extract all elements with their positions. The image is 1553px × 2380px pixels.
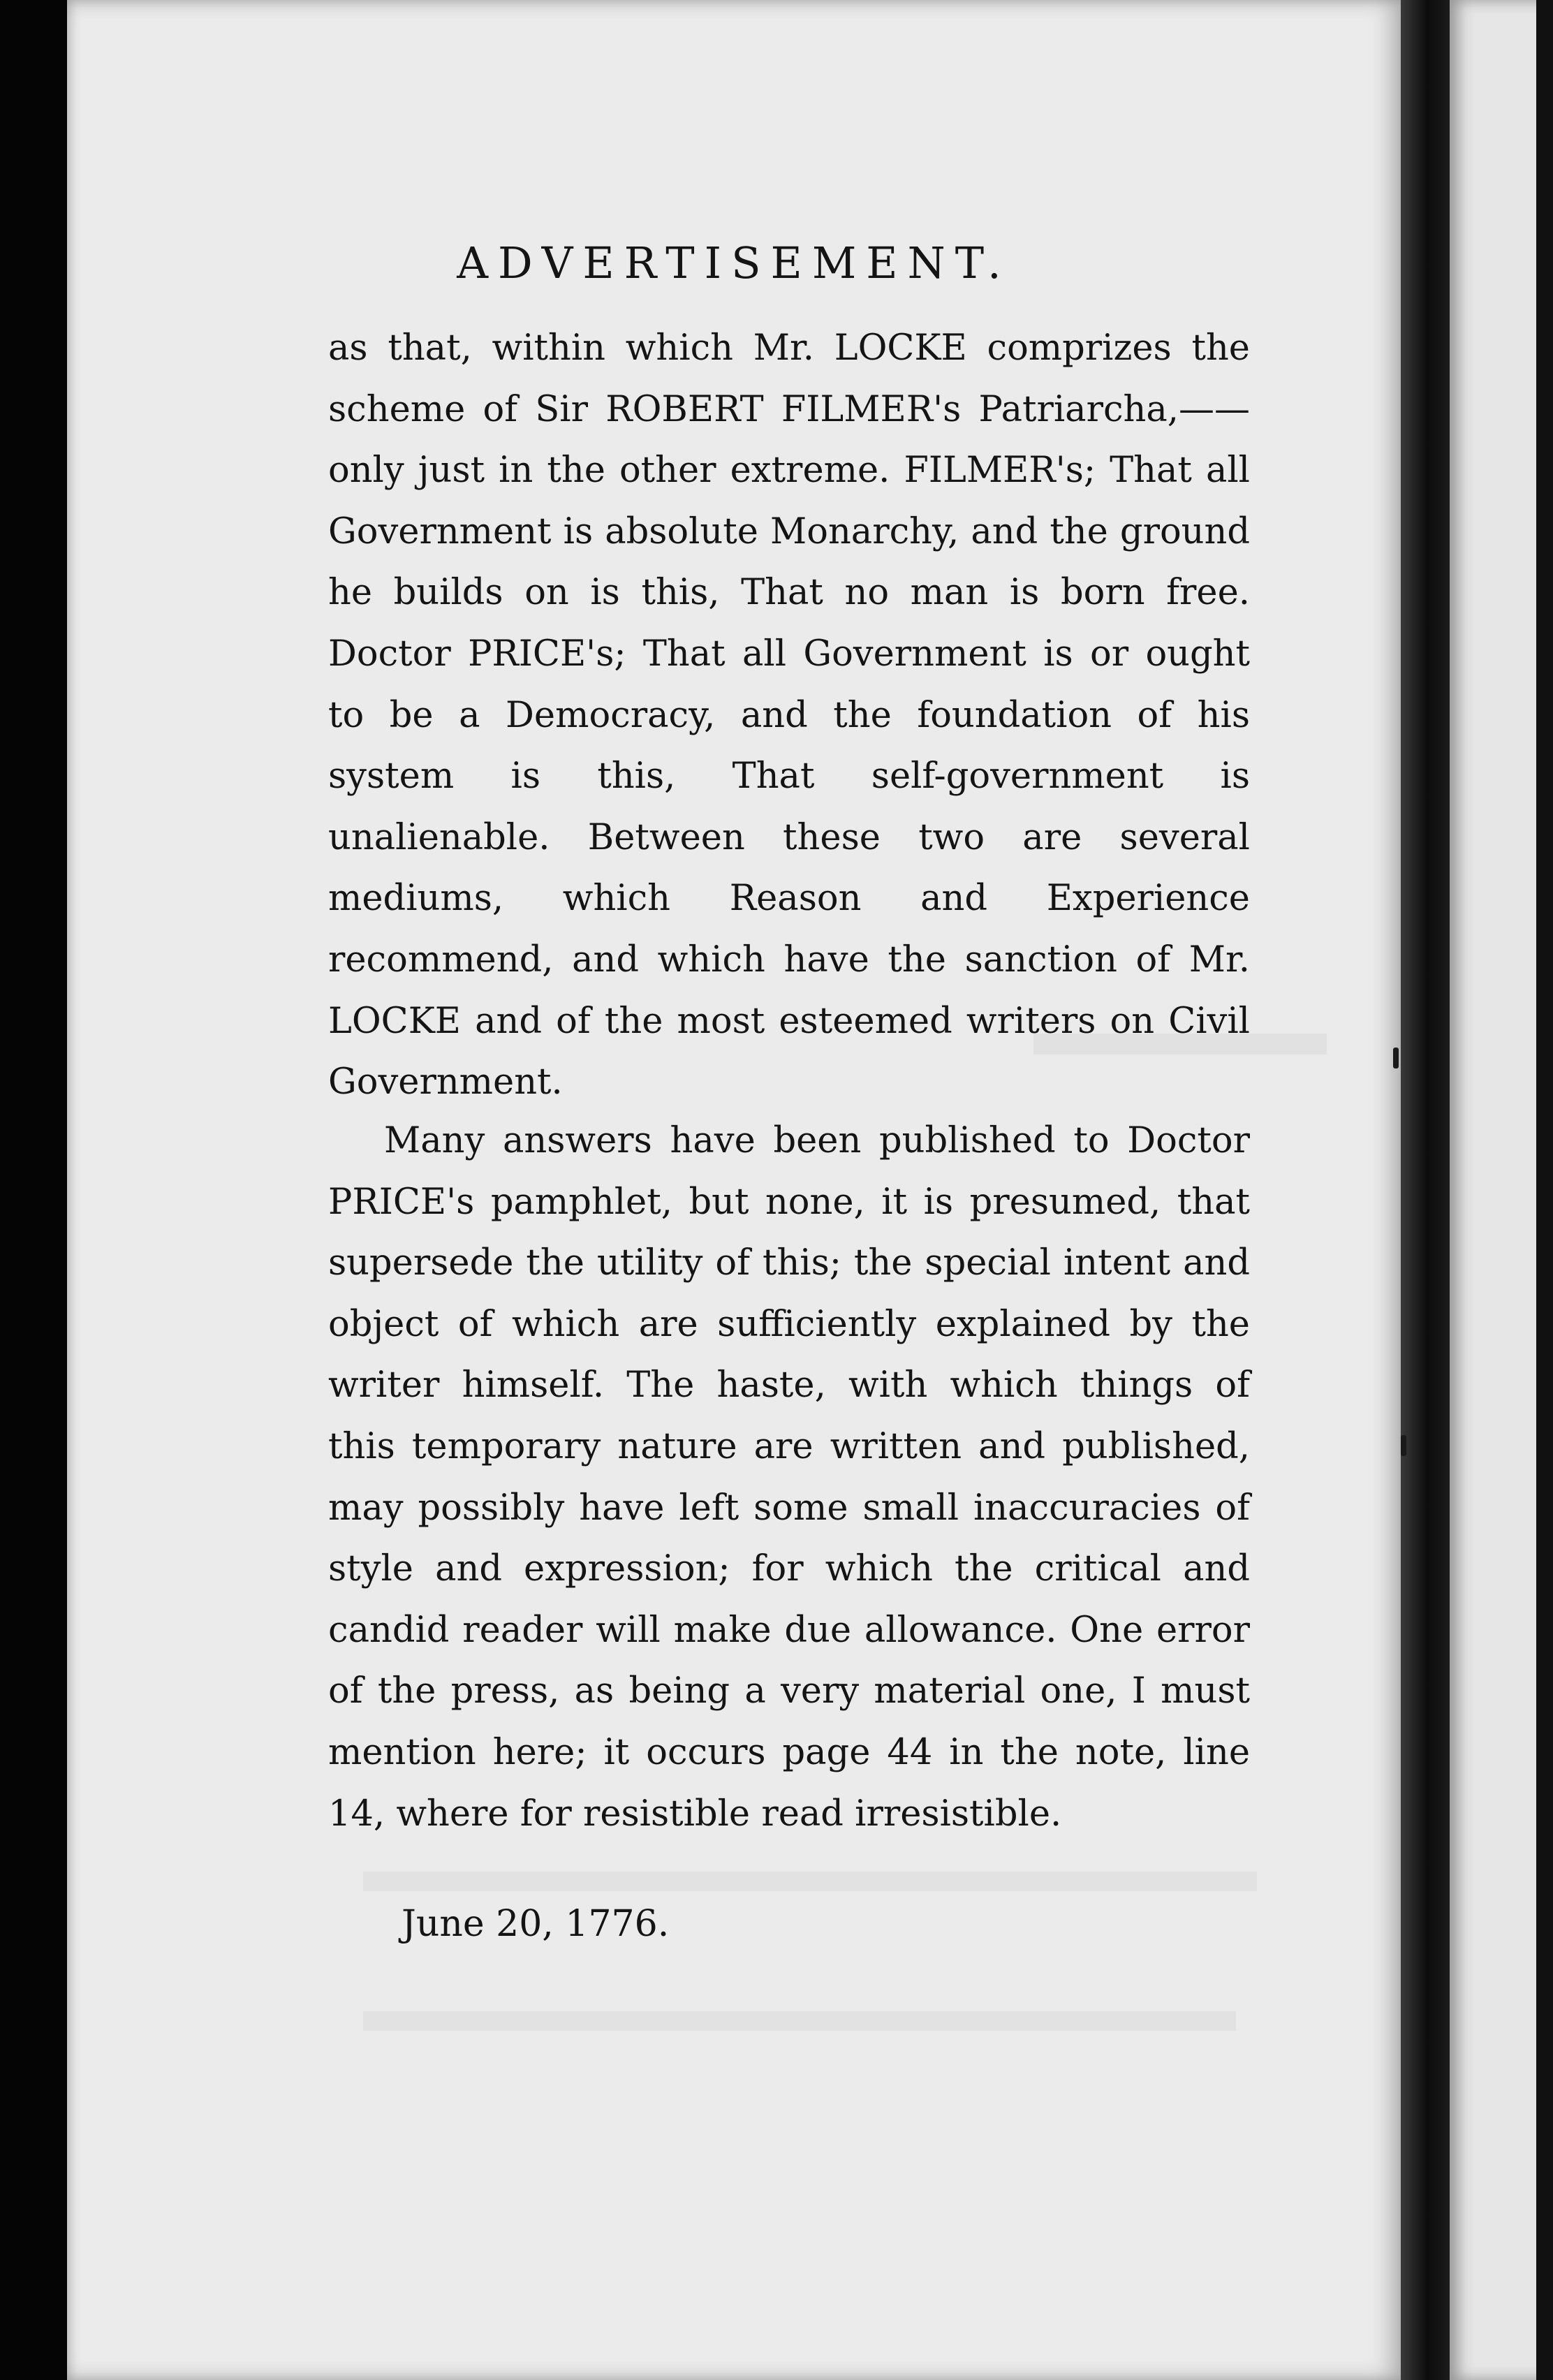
show-through-smudge	[363, 1872, 1257, 1891]
margin-mark	[1401, 1435, 1406, 1456]
book-gutter	[1401, 0, 1450, 2380]
dateline: June 20, 1776.	[402, 1903, 670, 1945]
show-through-smudge	[363, 2011, 1236, 2031]
paragraph-1: as that, within which Mr. LOCKE comprizes the scheme of Sir ROBERT FILMER's Patriarcha,—— only just in the other extreme. FILMER's; That all Government is absolute Monarchy, and the ground he builds on is this, That no man is born free. Doctor PRICE's; That all Government is or ought to be a Democracy, and the foundation of his system is this, That self-government is unalienable. Between these two are several mediums, which Reason and Experience recommend, and which have the sanction of Mr. LOCKE and of the most esteemed writers on Civil Government.	[328, 328, 1250, 1103]
running-head: ADVERTISEMENT.	[457, 237, 1011, 288]
margin-mark	[1393, 1048, 1399, 1068]
facing-page-dark-edge	[1536, 0, 1553, 2380]
left-margin-shadow	[0, 0, 67, 2380]
paragraph-2: Many answers have been published to Doctor PRICE's pamphlet, but none, it is presumed, that supersede the utility of this; the special intent and object of which are sufficiently explained by the writer himself. The haste, with which things of this temporary nature are written and published, may possibly have left some small inaccuracies of style and expression; for which the critical and candid reader will make due allowance. One error of the press, as being a very material one, I must mention here; it occurs page 44 in the note, line 14, where for resistible read irresistible.	[328, 1120, 1250, 1835]
